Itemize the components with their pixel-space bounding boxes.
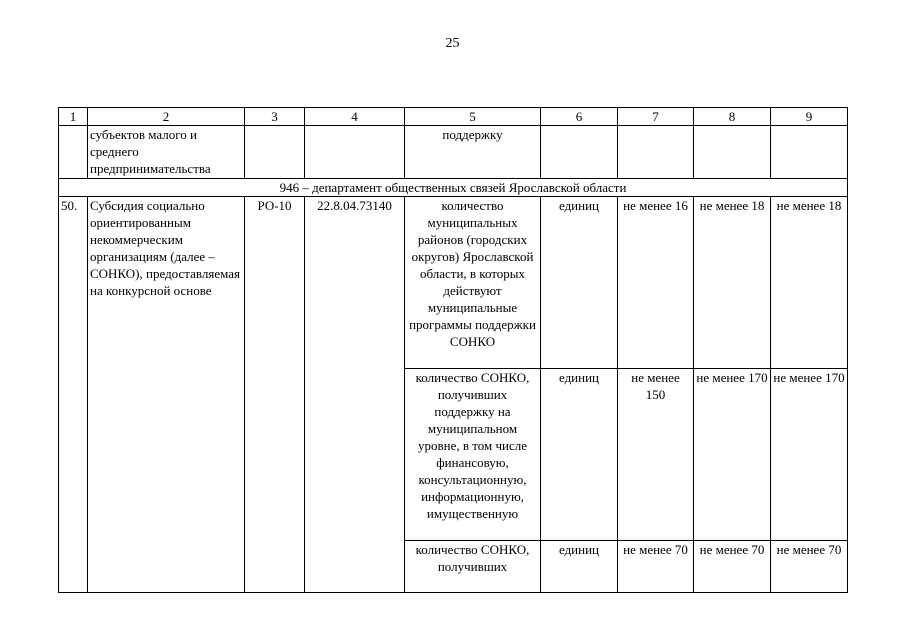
indicator-value-9: не менее 18 <box>771 197 848 369</box>
continuation-cell-3 <box>245 126 305 179</box>
indicator-row-1 <box>59 197 848 369</box>
program-table <box>58 107 848 593</box>
section-title: 946 – департамент общественных связей Ярославской области <box>59 179 848 197</box>
header-cell-4: 4 <box>305 108 405 126</box>
continuation-cell-7 <box>618 126 694 179</box>
indicator-value-8: не менее 18 <box>694 197 771 369</box>
indicator-value-9: не менее 170 <box>771 369 848 541</box>
continuation-cell-4 <box>305 126 405 179</box>
header-cell-3: 3 <box>245 108 305 126</box>
entry-code: РО-10 <box>245 197 305 593</box>
header-cell-5: 5 <box>405 108 541 126</box>
indicator-value-7: не менее 150 <box>618 369 694 541</box>
indicator-value-7: не менее 70 <box>618 541 694 593</box>
continuation-cell-8 <box>694 126 771 179</box>
header-row <box>59 108 848 126</box>
indicator-value-8: не менее 70 <box>694 541 771 593</box>
indicator-name: количество муниципальных районов (городских округов) Ярославской области, в которых действуют муниципальные программы поддержки СОНКО <box>405 197 541 369</box>
entry-name: Субсидия социально ориентированным некоммерческим организациям (далее – СОНКО), предоставляемая на конкурсной основе <box>88 197 245 593</box>
indicator-name: количество СОНКО, получивших поддержку на муниципальном уровне, в том числе финансовую, консультационную, информационную, имущественную <box>405 369 541 541</box>
header-cell-6: 6 <box>541 108 618 126</box>
indicator-name: количество СОНКО, получивших <box>405 541 541 593</box>
continuation-row <box>59 126 848 179</box>
entry-kbk: 22.8.04.73140 <box>305 197 405 593</box>
page-number: 25 <box>445 36 460 51</box>
continuation-cell-6 <box>541 126 618 179</box>
header-cell-1: 1 <box>59 108 88 126</box>
indicator-unit: единиц <box>541 369 618 541</box>
indicator-unit: единиц <box>541 541 618 593</box>
header-cell-8: 8 <box>694 108 771 126</box>
header-cell-2: 2 <box>88 108 245 126</box>
entry-number: 50. <box>59 197 88 593</box>
header-cell-9: 9 <box>771 108 848 126</box>
header-cell-7: 7 <box>618 108 694 126</box>
continuation-cell-5: поддержку <box>405 126 541 179</box>
section-row <box>59 179 848 197</box>
indicator-value-7: не менее 16 <box>618 197 694 369</box>
indicator-value-9: не менее 70 <box>771 541 848 593</box>
continuation-cell-9 <box>771 126 848 179</box>
indicator-unit: единиц <box>541 197 618 369</box>
indicator-value-8: не менее 170 <box>694 369 771 541</box>
continuation-cell-1 <box>59 126 88 179</box>
continuation-cell-2: субъектов малого и среднего предпринимательства <box>88 126 245 179</box>
